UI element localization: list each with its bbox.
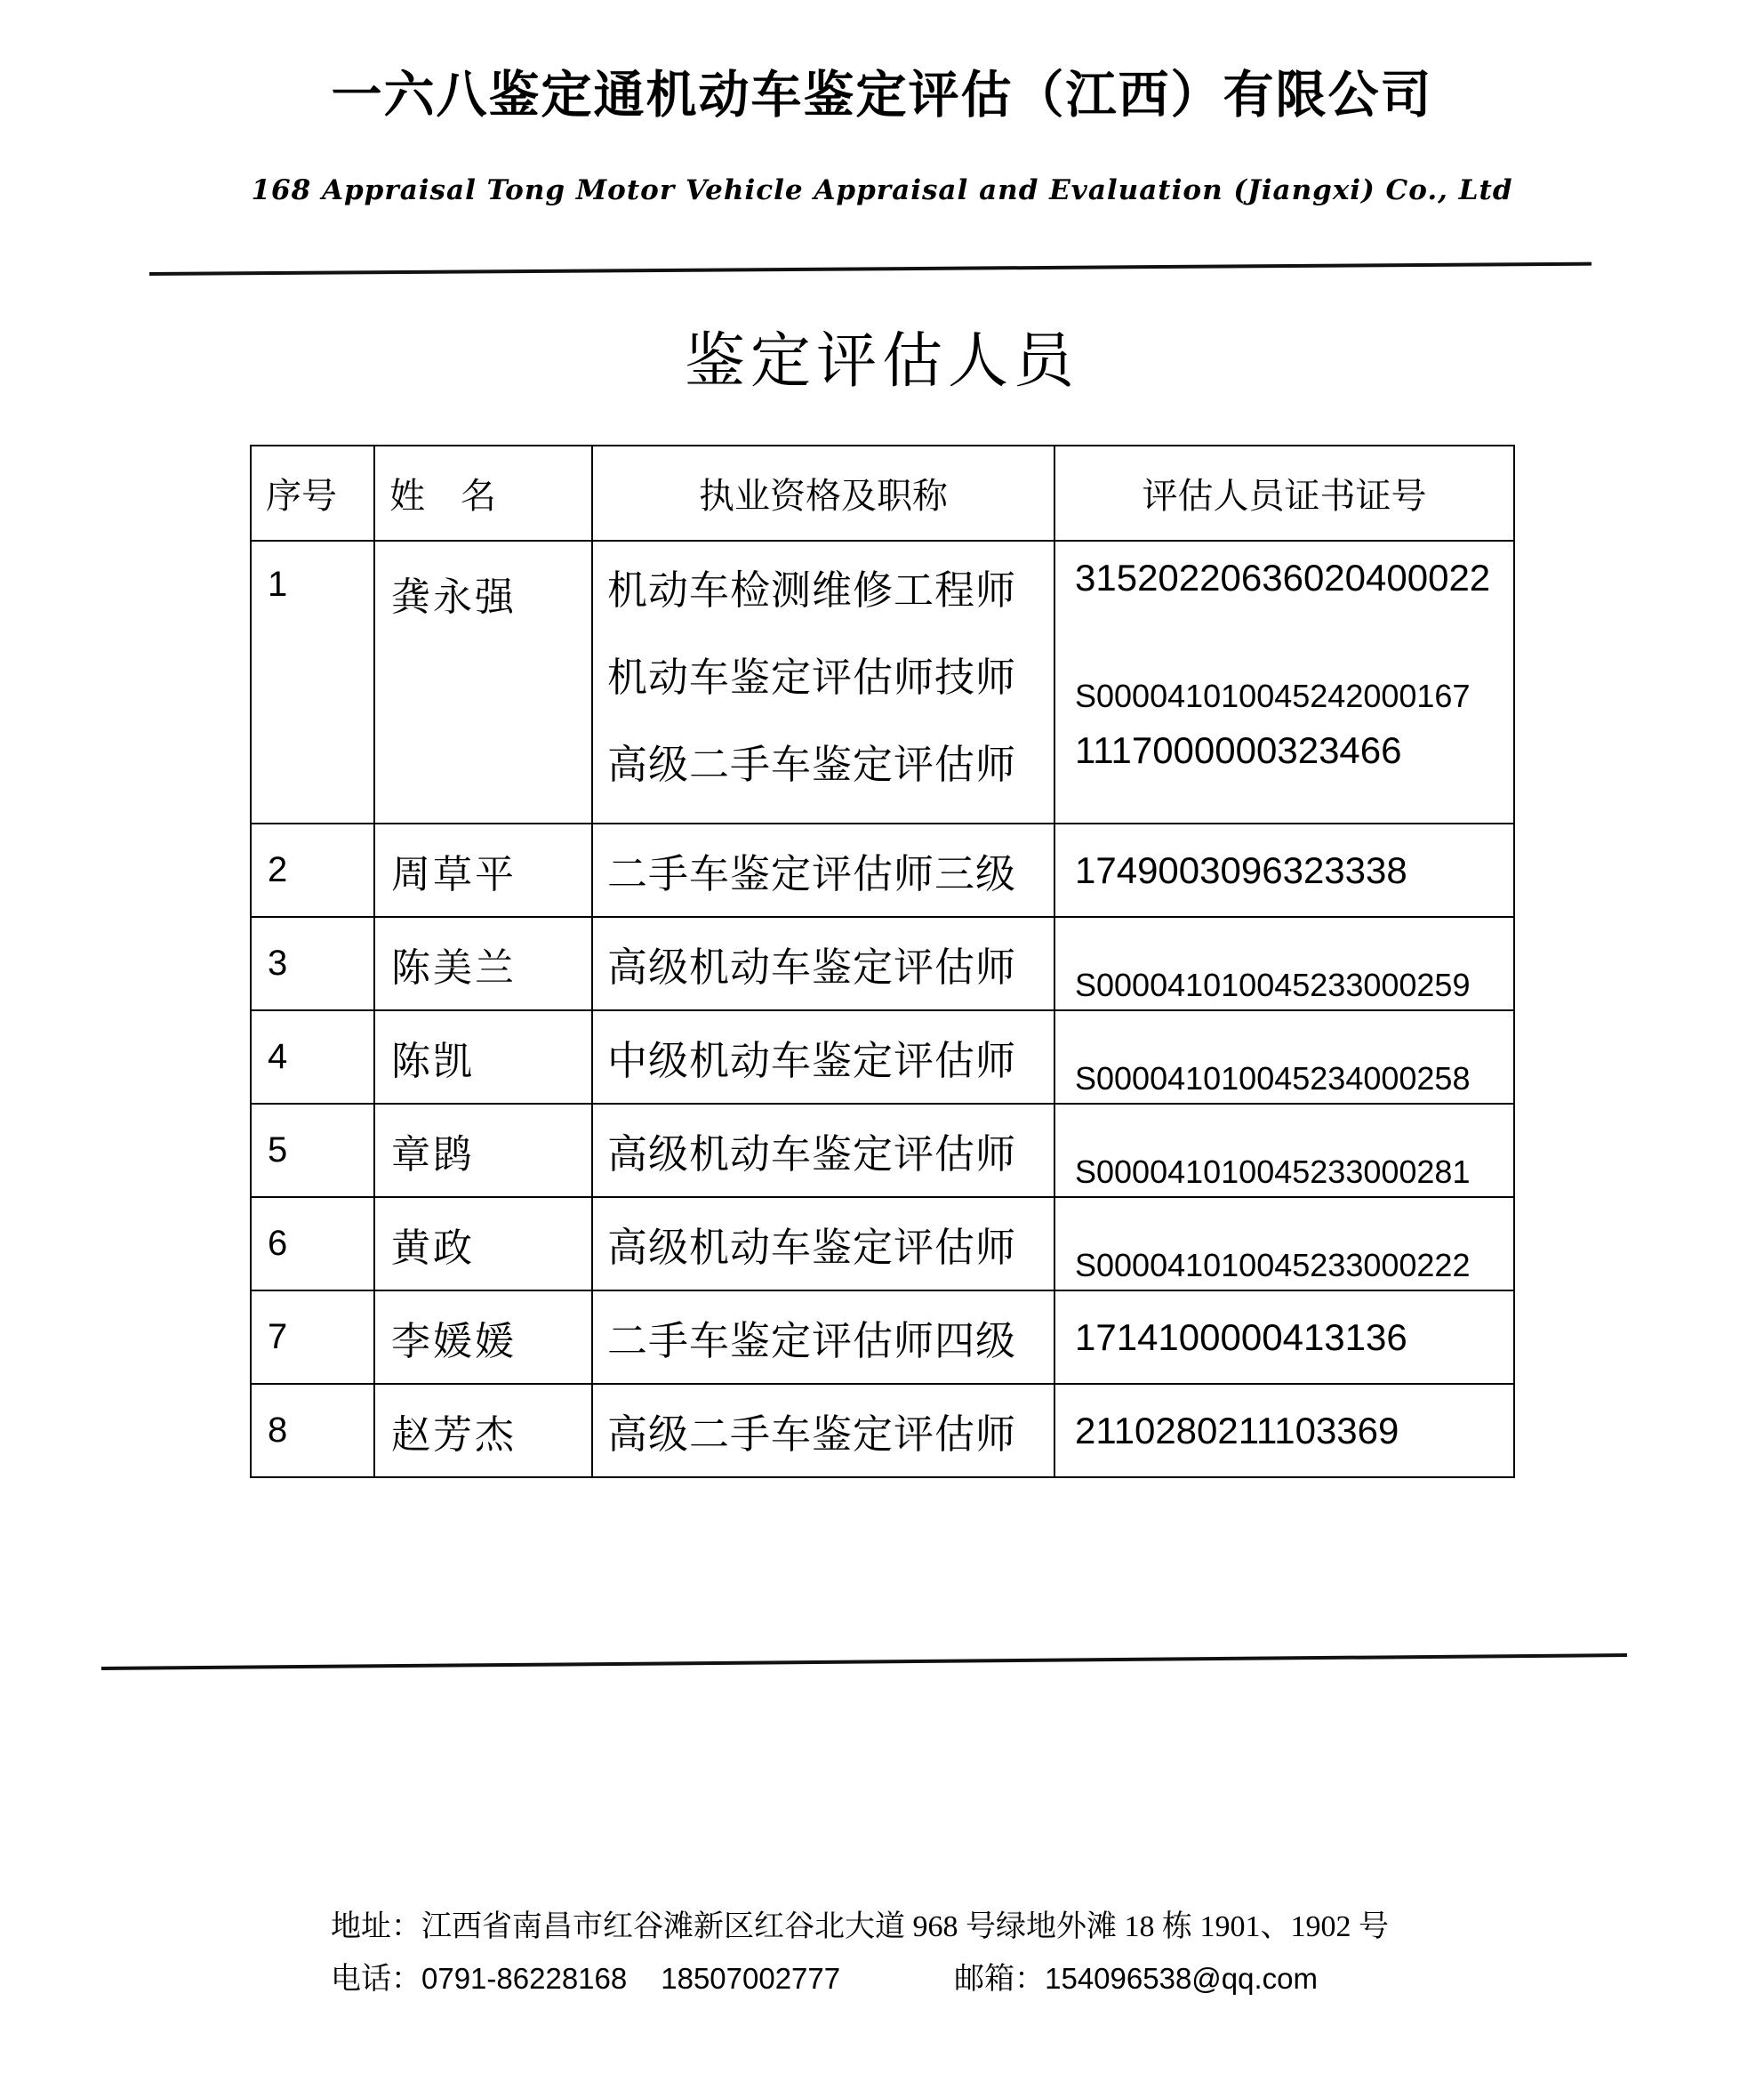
person-name: 章鹍 [374, 1104, 592, 1197]
qualification: 高级机动车鉴定评估师 [592, 1104, 1054, 1197]
person-name: 陈美兰 [374, 917, 592, 1010]
footer-divider-line [101, 1653, 1627, 1670]
email-label: 邮箱： [954, 1963, 1046, 1996]
phone-number-2: 18507002777 [661, 1962, 841, 1995]
qualification: 中级机动车鉴定评估师 [592, 1010, 1054, 1104]
row-number: 1 [251, 541, 374, 824]
qualification-list [592, 541, 1054, 824]
table-row [251, 1290, 1514, 1384]
certificate-number: S000041010045233000281 [1054, 1104, 1514, 1197]
row-number: 6 [251, 1197, 374, 1290]
qualification: 高级二手车鉴定评估师 [607, 742, 1017, 787]
table-row [251, 1104, 1514, 1197]
table-row [251, 824, 1514, 917]
certificate-number: 1749003096323338 [1054, 824, 1514, 917]
certificate-number: 1714100000413136 [1054, 1290, 1514, 1384]
row-number: 4 [251, 1010, 374, 1104]
table-row [251, 541, 1514, 824]
qualification: 高级机动车鉴定评估师 [592, 917, 1054, 1010]
header-姓名: 姓 名 [374, 446, 592, 541]
person-name: 赵芳杰 [374, 1384, 592, 1477]
footer [331, 1912, 1389, 2016]
certificate-number: S000041010045233000259 [1054, 917, 1514, 1010]
footer-contact [331, 1964, 1389, 1995]
qualification: 高级机动车鉴定评估师 [592, 1197, 1054, 1290]
qualification: 高级二手车鉴定评估师 [592, 1384, 1054, 1477]
person-name: 黄政 [374, 1197, 592, 1290]
person-name: 龚永强 [374, 541, 592, 824]
email-address: 154096538@qq.com [1045, 1962, 1319, 1995]
table-header-row [251, 446, 1514, 541]
certificate-number: 31520220636020400022 [1075, 557, 1491, 599]
row-number: 8 [251, 1384, 374, 1477]
table-row [251, 917, 1514, 1010]
person-name: 周草平 [374, 824, 592, 917]
address-label: 地址： [331, 1910, 421, 1943]
table-row [251, 1197, 1514, 1290]
header-执业资格及职称: 执业资格及职称 [592, 446, 1054, 541]
table-row [251, 1010, 1514, 1104]
certificate-number: 2110280211103369 [1054, 1384, 1514, 1477]
company-name: 一六八鉴定通机动车鉴定评估（江西）有限公司 [331, 68, 1433, 124]
table-row [251, 1384, 1514, 1477]
certificate-number: S000041010045234000258 [1054, 1010, 1514, 1104]
header-divider-line [149, 262, 1592, 276]
certificate-list [1054, 541, 1514, 824]
row-number: 3 [251, 917, 374, 1010]
footer-address [331, 1912, 1389, 1942]
header-评估人员证书证号: 评估人员证书证号 [1054, 446, 1514, 541]
person-name: 陈凯 [374, 1010, 592, 1104]
certificate-number: S000041010045242000167 [1075, 678, 1471, 714]
person-name: 李媛媛 [374, 1290, 592, 1384]
qualification: 二手车鉴定评估师四级 [592, 1290, 1054, 1384]
qualification: 机动车鉴定评估师技师 [607, 655, 1017, 700]
personnel-table [250, 445, 1515, 1478]
phone-label: 电话： [331, 1963, 421, 1996]
page-title: 鉴定评估人员 [684, 327, 1079, 395]
certificate-number: S000041010045233000222 [1054, 1197, 1514, 1290]
company-name-english: 168 Appraisal Tong Motor Vehicle Appraisal and Evaluation (Jiangxi) Co., Ltd [251, 174, 1513, 206]
header-序号: 序号 [251, 446, 374, 541]
row-number: 5 [251, 1104, 374, 1197]
qualification: 二手车鉴定评估师三级 [592, 824, 1054, 917]
certificate-number: 1117000000323466 [1075, 729, 1402, 771]
row-number: 2 [251, 824, 374, 917]
qualification: 机动车检测维修工程师 [607, 567, 1017, 613]
phone-number-1: 0791-86228168 [421, 1962, 628, 1995]
row-number: 7 [251, 1290, 374, 1384]
address-text: 江西省南昌市红谷滩新区红谷北大道 968 号绿地外滩 18 栋 1901、1902 号 [421, 1910, 1389, 1943]
